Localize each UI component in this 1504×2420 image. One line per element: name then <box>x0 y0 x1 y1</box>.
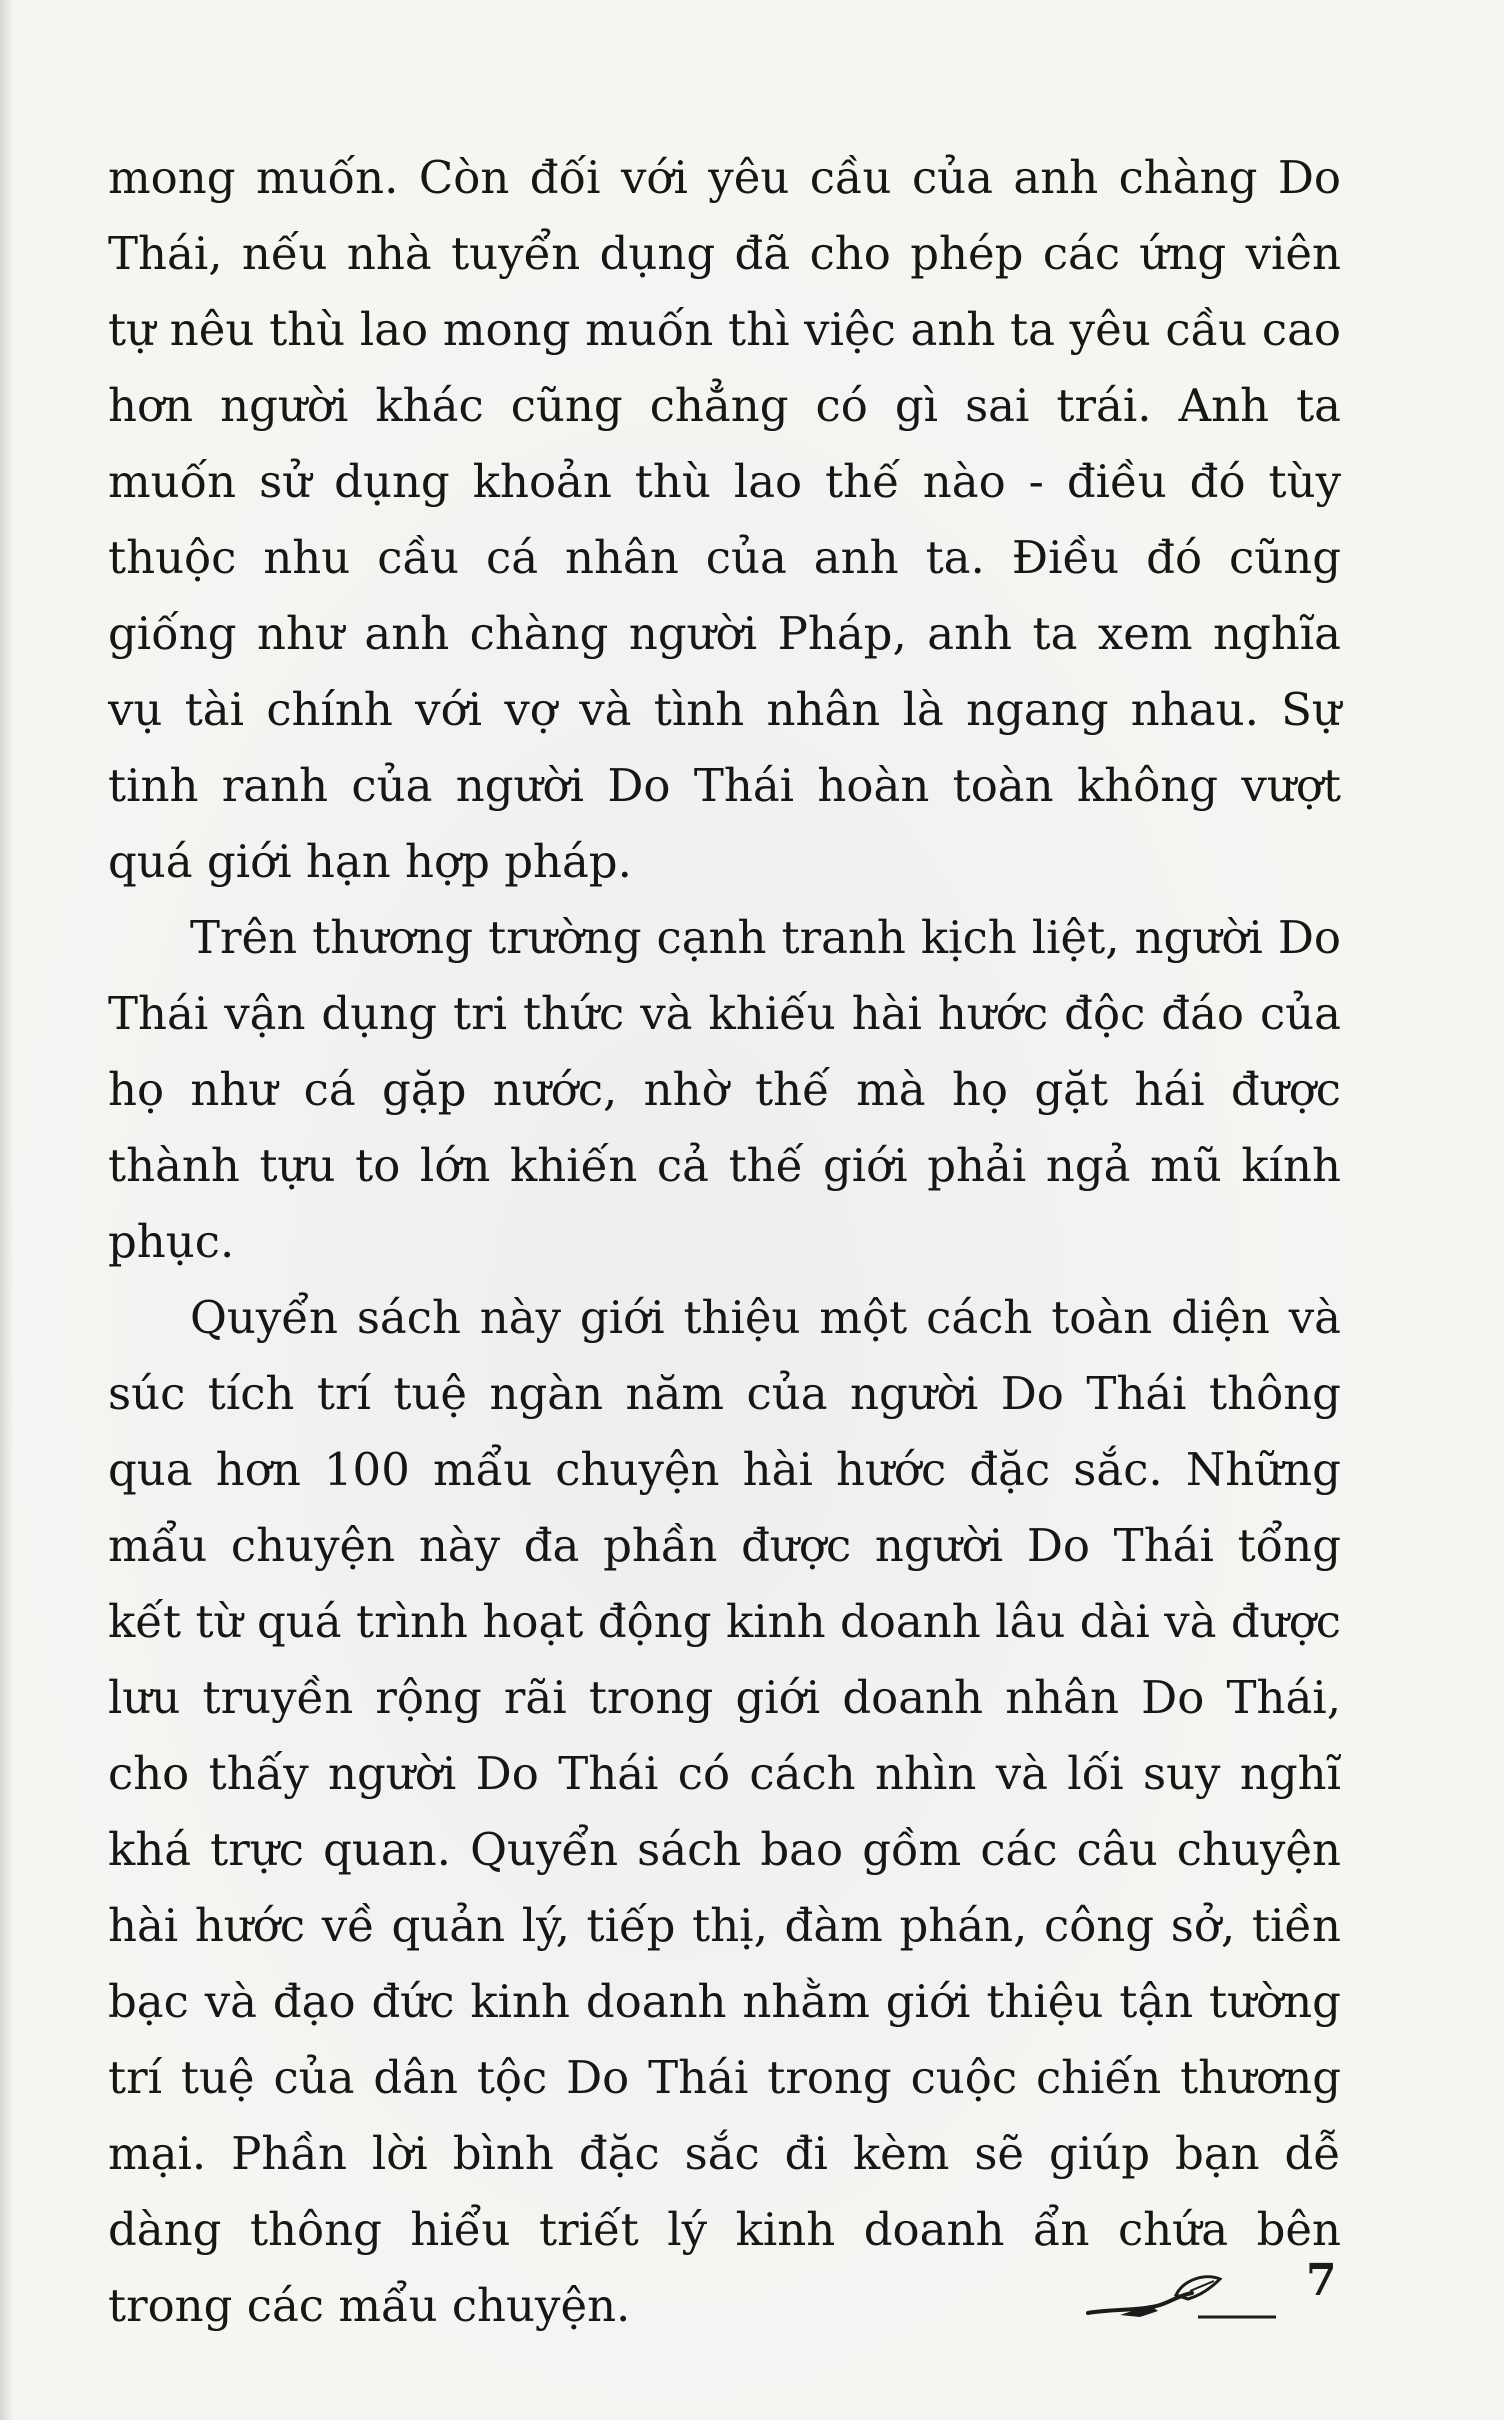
paragraph-3: Quyển sách này giới thiệu một cách toàn diện và súc tích trí tuệ ngàn năm của người Do Thái thông qua hơn 100 mẩu chuyện hài hước đặc sắc. Những mẩu chuyện này đa phần được người Do Thái tổng kết từ quá trình hoạt động kinh doanh lâu dài và được lưu truyền rộng rãi trong giới doanh nhân Do Thái, cho thấy người Do Thái có cách nhìn và lối suy nghĩ khá trực quan. Quyển sách bao gồm các câu chuyện hài hước về quản lý, tiếp thị, đàm phán, công sở, tiền bạc và đạo đức kinh doanh nhằm giới thiệu tận tường trí tuệ của dân tộc Do Thái trong cuộc chiến thương mại. Phần lời bình đặc sắc đi kèm sẽ giúp bạn dễ dàng thông hiểu triết lý kinh doanh ẩn chứa bên trong các mẩu chuyện. <box>108 1291 1341 2332</box>
quill-ornament-icon <box>1080 2265 1280 2325</box>
paragraph-2: Trên thương trường cạnh tranh kịch liệt, người Do Thái vận dụng tri thức và khiếu hài hước độc đáo của họ như cá gặp nước, nhờ thế mà họ gặt hái được thành tựu to lớn khiến cả thế giới phải ngả mũ kính phục. <box>108 911 1341 1268</box>
paragraph-1: mong muốn. Còn đối với yêu cầu của anh chàng Do Thái, nếu nhà tuyển dụng đã cho phép các ứng viên tự nêu thù lao mong muốn thì việc anh ta yêu cầu cao hơn người khác cũng chẳng có gì sai trái. Anh ta muốn sử dụng khoản thù lao thế nào - điều đó tùy thuộc nhu cầu cá nhân của anh ta. Điều đó cũng giống như anh chàng người Pháp, anh ta xem nghĩa vụ tài chính với vợ và tình nhân là ngang nhau. Sự tinh ranh của người Do Thái hoàn toàn không vượt quá giới hạn hợp pháp. <box>108 151 1341 888</box>
body-text <box>108 140 1341 2344</box>
page-footer <box>1080 2255 1360 2335</box>
page-number: 7 <box>1306 2255 1337 2306</box>
page-binding-shadow <box>0 0 14 2420</box>
